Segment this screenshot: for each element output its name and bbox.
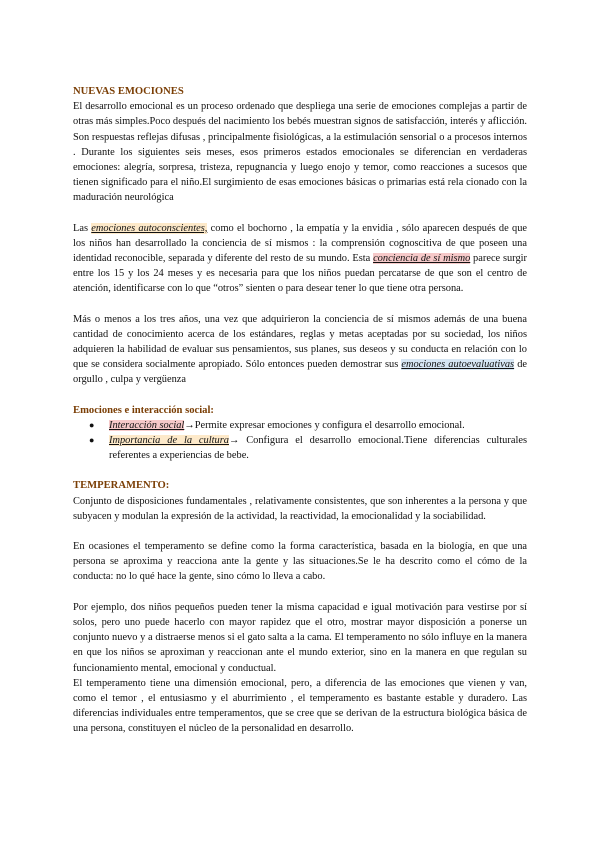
bullet-list [73,418,527,464]
paragraph-temperamento-ejemplo: Por ejemplo, dos niños pequeños pueden tener la misma capacidad e igual motivación para vestirse por sí solos, pero uno puede hacerlo con mayor rapidez que el otro, mostrar mayor disposición a ponerse un conjunto nuevo y a distraerse menos si el gato salta a la cama. El temperamento no sólo influye en la manera en que los niños se aproximan y reaccionan ante el mundo exterior, sino en la manera en que regulan su funcionamiento mental, emocional y conductual. [73,601,527,674]
text-run: →Permite expresar emociones y configura el desarrollo emocional. [184,419,465,431]
section-title-interaccion-social: Emociones e interacción social: [73,404,214,416]
paragraph-autoconscientes [73,221,527,297]
paragraph-autoevaluativas [73,312,527,388]
highlight-importancia-cultura: Importancia de la cultura [109,435,229,447]
text-run: → Configura el desarrollo emocional.Tiene diferencias culturales referentes a experiencias de bebe. [109,435,527,462]
spacer [73,524,527,539]
spacer [73,297,527,312]
text-run: Más o menos a los tres años, una vez que adquirieron la conciencia de sí mismos además de una buena cantidad de conocimiento acerca de los estándares, reglas y metas aceptadas por su sociedad, los niños adquieren la habilidad de evaluar sus pensamientos, sus planes, sus deseos y su conducta en relación con lo que se considera socialmente apropiado. Sólo entonces pueden demostrar sus [73,313,527,371]
spacer [73,585,527,600]
section-title-temperamento: TEMPERAMENTO: [73,480,170,492]
paragraph-temperamento-dimension: El temperamento tiene una dimensión emocional, pero, a diferencia de las emociones que vienen y van, como el temor , el entusiasmo y el aburrimiento , el temperamento es bastante estable y duradero. Las diferencias individuales entre temperamentos, que se cree que se derivan de la estructura biológica básica de una persona, constituyen el núcleo de la personalidad en desarrollo. [73,677,527,735]
paragraph-temperamento-biologia: En ocasiones el temperamento se define como la forma característica, basada en la biología, en que una persona se aproxima y reacciona ante la gente y las situaciones.Se le ha descrito como el cómo de la conducta: no lo qué hace la gente, sino cómo lo lleva a cabo. [73,541,527,583]
list-item [89,418,527,433]
highlight-conciencia-de-si-mismo: conciencia de sí mismo [373,253,471,265]
text-run: Las [73,222,92,234]
spacer [73,206,527,221]
text-run: parece surgir entre los 15 y los 24 meses y es necesaria para que los niños puedan percatarse de que son el centro de atención, identificarse con lo que “otros” sienten o para desear tener lo que tiene otra persona. [73,253,527,295]
section-title-nuevas-emociones: NUEVAS EMOCIONES [73,86,184,97]
highlight-interaccion-social: Interacción social [109,419,185,431]
bullet-icon: ● [89,435,95,446]
text-run: de orgullo , culpa y vergüenza [73,359,528,386]
highlight-emociones-autoconscientes: emociones autoconscientes, [91,222,208,234]
paragraph-desarrollo-emocional: El desarrollo emocional es un proceso ordenado que despliega una serie de emociones complejas a partir de otras más simples.Poco después del nacimiento los bebés muestran signos de satisfacción, interés y aflicción. Son respuestas reflejas difusas , principalmente fisiológicas, a la estimulación sensorial o a procesos internos . Durante los siguientes seis meses, esos primeros estados emocionales se diferencian en verdaderas emociones: alegría, sorpresa, tristeza, repugnancia y luego enojo y temor, como reacciones a sucesos que tienen significado para el niño.El surgimiento de esas emociones básicas o primarias está rela cionado con la maduración neurológica [73,101,527,204]
list-item [89,433,527,463]
spacer [73,388,527,403]
text-run: como el bochorno , la empatía y la envidia , sólo aparecen después de que los niños han desarrollado la conciencia de sí mismos : la comprensión cognoscitiva de que poseen una identidad reconocible, separada y diferente del resto de su mundo. Esta [73,222,527,265]
document-content [73,84,527,737]
highlight-emociones-autoevaluativas: emociones autoevaluativas [401,359,515,371]
paragraph-temperamento-definicion: Conjunto de disposiciones fundamentales , relativamente consistentes, que son inherentes a la persona y que subyacen y modulan la expresión de la actividad, la reactividad, la emocionalidad y la sociabilidad. [73,495,527,522]
bullet-icon: ● [89,419,95,430]
spacer [73,463,527,478]
